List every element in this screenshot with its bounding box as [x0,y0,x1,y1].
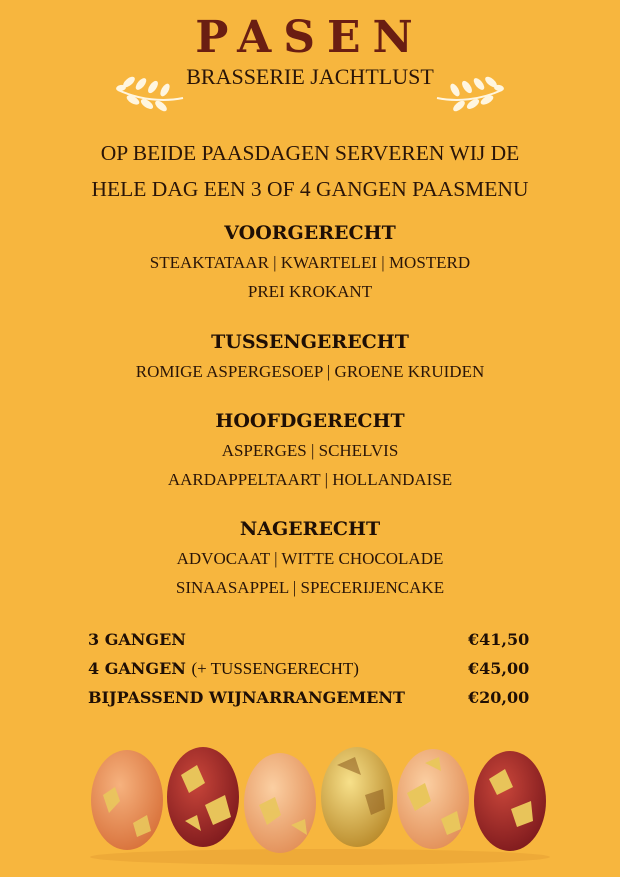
price-value: €41,50 [468,630,530,649]
egg [397,749,469,849]
section-title: HOOFDGERECHT [215,410,405,432]
price-label [88,630,186,649]
egg [321,747,393,847]
section-nagerecht [0,518,620,602]
price-label-text: BIJPASSEND WIJNARRANGEMENT [88,688,405,707]
price-label-text: 4 GANGEN [88,659,186,678]
section-tussengerecht [0,331,620,386]
price-label [88,688,405,707]
intro-text [0,135,620,207]
dish-line: ROMIGE ASPERGESOEP | GROENE KRUIDEN [135,362,485,381]
section-voorgerecht [0,222,620,306]
price-row [88,688,548,717]
intro-line: OP BEIDE PAASDAGEN SERVEREN WIJ DE [100,141,520,165]
egg [474,751,546,851]
section-hoofdgerecht [0,410,620,494]
price-label [88,659,359,679]
section-title: TUSSENGERECHT [211,331,409,353]
section-title: NAGERECHT [239,518,381,540]
subtitle-banner [115,60,505,115]
price-row [88,659,548,688]
dish-line: ADVOCAAT | WITTE CHOCOLADE [176,549,444,568]
egg [244,753,316,853]
intro-line: HELE DAG EEN 3 OF 4 GANGEN PAASMENU [91,177,529,201]
price-label-text: 3 GANGEN [88,630,186,649]
price-value: €45,00 [468,659,530,678]
dish-line: PREI KROKANT [247,282,373,301]
dish-line: ASPERGES | SCHELVIS [221,441,399,460]
dish-line: SINAASAPPEL | SPECERIJENCAKE [175,578,445,597]
price-row [88,630,548,659]
page-title: PASEN [195,12,425,63]
egg [91,750,163,850]
section-title: VOORGERECHT [224,222,396,244]
dish-line: AARDAPPELTAART | HOLLANDAISE [167,470,453,489]
easter-eggs-image [85,735,555,865]
egg [167,747,239,847]
price-list [88,630,548,717]
price-value: €20,00 [468,688,530,707]
price-note: (+ TUSSENGERECHT) [191,659,359,678]
dish-line: STEAKTATAAR | KWARTELEI | MOSTERD [149,253,471,272]
restaurant-name: BRASSERIE JACHTLUST [186,64,434,89]
